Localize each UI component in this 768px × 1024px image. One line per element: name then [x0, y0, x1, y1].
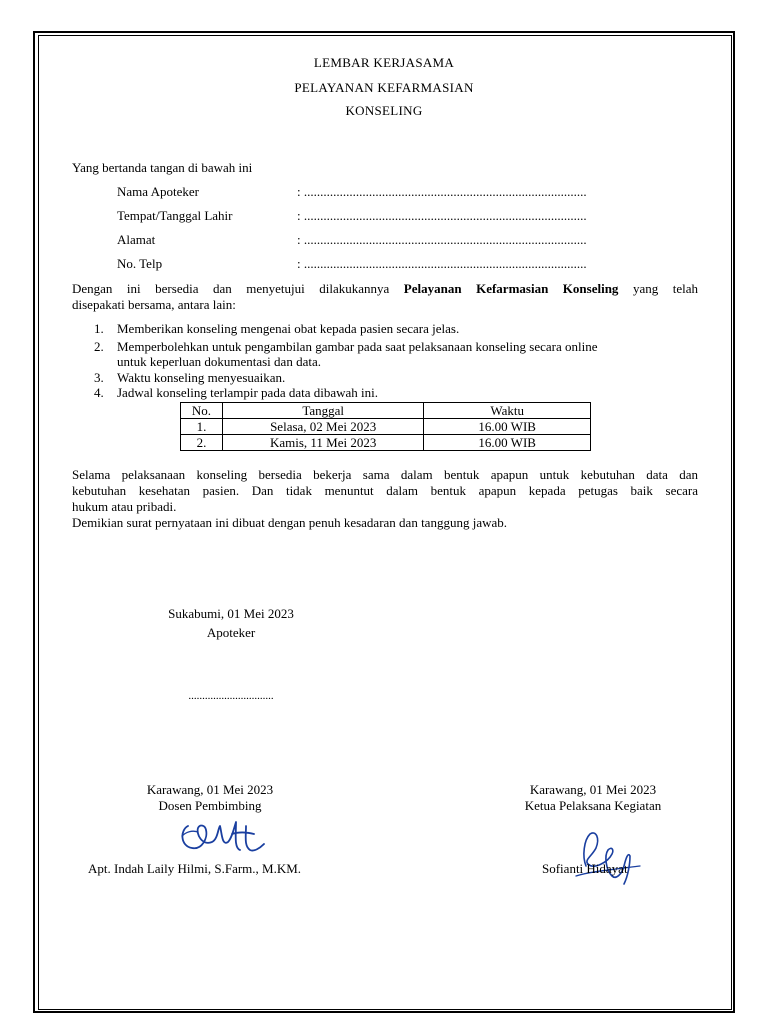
left-signer-name: Apt. Indah Laily Hilmi, S.Farm., M.KM.: [88, 861, 302, 876]
closing-statement: Demikian surat pernyataan ini dibuat dengan penuh kesadaran dan tanggung jawab.: [72, 515, 507, 530]
list-number: 2.: [94, 338, 104, 354]
field-value: : .......................................................................................: [297, 232, 587, 247]
apoteker-role: Apoteker: [206, 625, 256, 640]
table-header-waktu: Waktu: [424, 403, 591, 419]
list-text: Jadwal konseling terlampir pada data dibawah ini.: [117, 385, 379, 400]
schedule-table: [180, 402, 591, 451]
field-label: No. Telp: [117, 256, 163, 271]
table-header-tanggal: Tanggal: [222, 403, 423, 419]
list-text: Waktu konseling menyesuaikan.: [117, 369, 286, 385]
field-label: Alamat: [117, 232, 156, 247]
table-header-no: No.: [181, 403, 223, 419]
apoteker-name-placeholder: ...............................: [188, 690, 274, 702]
agreement-prefix: Dengan ini bersedia dan menyetujui dilakukannya: [72, 281, 404, 296]
table-row: [181, 419, 591, 435]
right-place-date: Karawang, 01 Mei 2023: [529, 782, 657, 797]
agreement-paragraph-line2: disepakati bersama, antara lain:: [72, 297, 236, 312]
terms-list: [72, 321, 698, 401]
closing-line3: hukum atau pribadi.: [72, 499, 177, 514]
list-item: [72, 339, 698, 370]
agreement-paragraph-line1: [72, 281, 698, 297]
doc-title-line2: PELAYANAN KEFARMASIAN: [294, 80, 474, 95]
table-cell: 2.: [181, 435, 223, 451]
list-number: 1.: [94, 321, 104, 336]
right-signer-name: Sofianti Hidayat: [542, 861, 628, 876]
doc-title-line3: KONSELING: [345, 103, 423, 118]
list-item: [72, 370, 698, 386]
table-cell: 1.: [181, 419, 223, 435]
closing-line2: kebutuhan kesehatan pasien. Dan tidak menuntut dalam bentuk apapun kepada petugas baik secara: [72, 483, 698, 498]
agreement-suffix: yang telah: [618, 281, 698, 296]
left-place-date: Karawang, 01 Mei 2023: [146, 782, 274, 797]
list-number: 3.: [94, 369, 104, 385]
field-value: : .......................................................................................: [297, 184, 587, 199]
field-label: Nama Apoteker: [117, 184, 199, 199]
list-item: [72, 321, 698, 337]
intro-text: Yang bertanda tangan di bawah ini: [72, 160, 253, 175]
field-label: Tempat/Tanggal Lahir: [117, 208, 233, 223]
list-item: [72, 385, 698, 401]
field-value: : .......................................................................................: [297, 208, 587, 223]
table-cell: Selasa, 02 Mei 2023: [222, 419, 423, 435]
right-signature-image: [568, 826, 646, 890]
list-number: 4.: [94, 385, 104, 400]
list-text: Memberikan konseling mengenai obat kepada pasien secara jelas.: [117, 321, 460, 336]
list-text-cont: untuk keperluan dokumentasi dan data.: [117, 354, 321, 369]
left-signature-image: [176, 812, 268, 860]
field-value: : .......................................................................................: [297, 256, 587, 271]
right-role: Ketua Pelaksana Kegiatan: [524, 798, 662, 813]
apoteker-place-date: Sukabumi, 01 Mei 2023: [168, 606, 294, 621]
left-role: Dosen Pembimbing: [158, 798, 262, 813]
agreement-bold: Pelayanan Kefarmasian Konseling: [403, 281, 619, 296]
list-text: Memperbolehkan untuk pengambilan gambar pada saat pelaksanaan konseling secara online: [117, 338, 598, 354]
table-row: [181, 435, 591, 451]
table-cell: 16.00 WIB: [424, 419, 591, 435]
closing-line1: Selama pelaksanaan konseling bersedia bekerja sama dalam bentuk apapun untuk kebutuhan data dan: [72, 467, 698, 482]
table-cell: Kamis, 11 Mei 2023: [222, 435, 423, 451]
doc-title-line1: LEMBAR KERJASAMA: [313, 55, 455, 70]
table-cell: 16.00 WIB: [424, 435, 591, 451]
table-header-row: [181, 403, 591, 419]
